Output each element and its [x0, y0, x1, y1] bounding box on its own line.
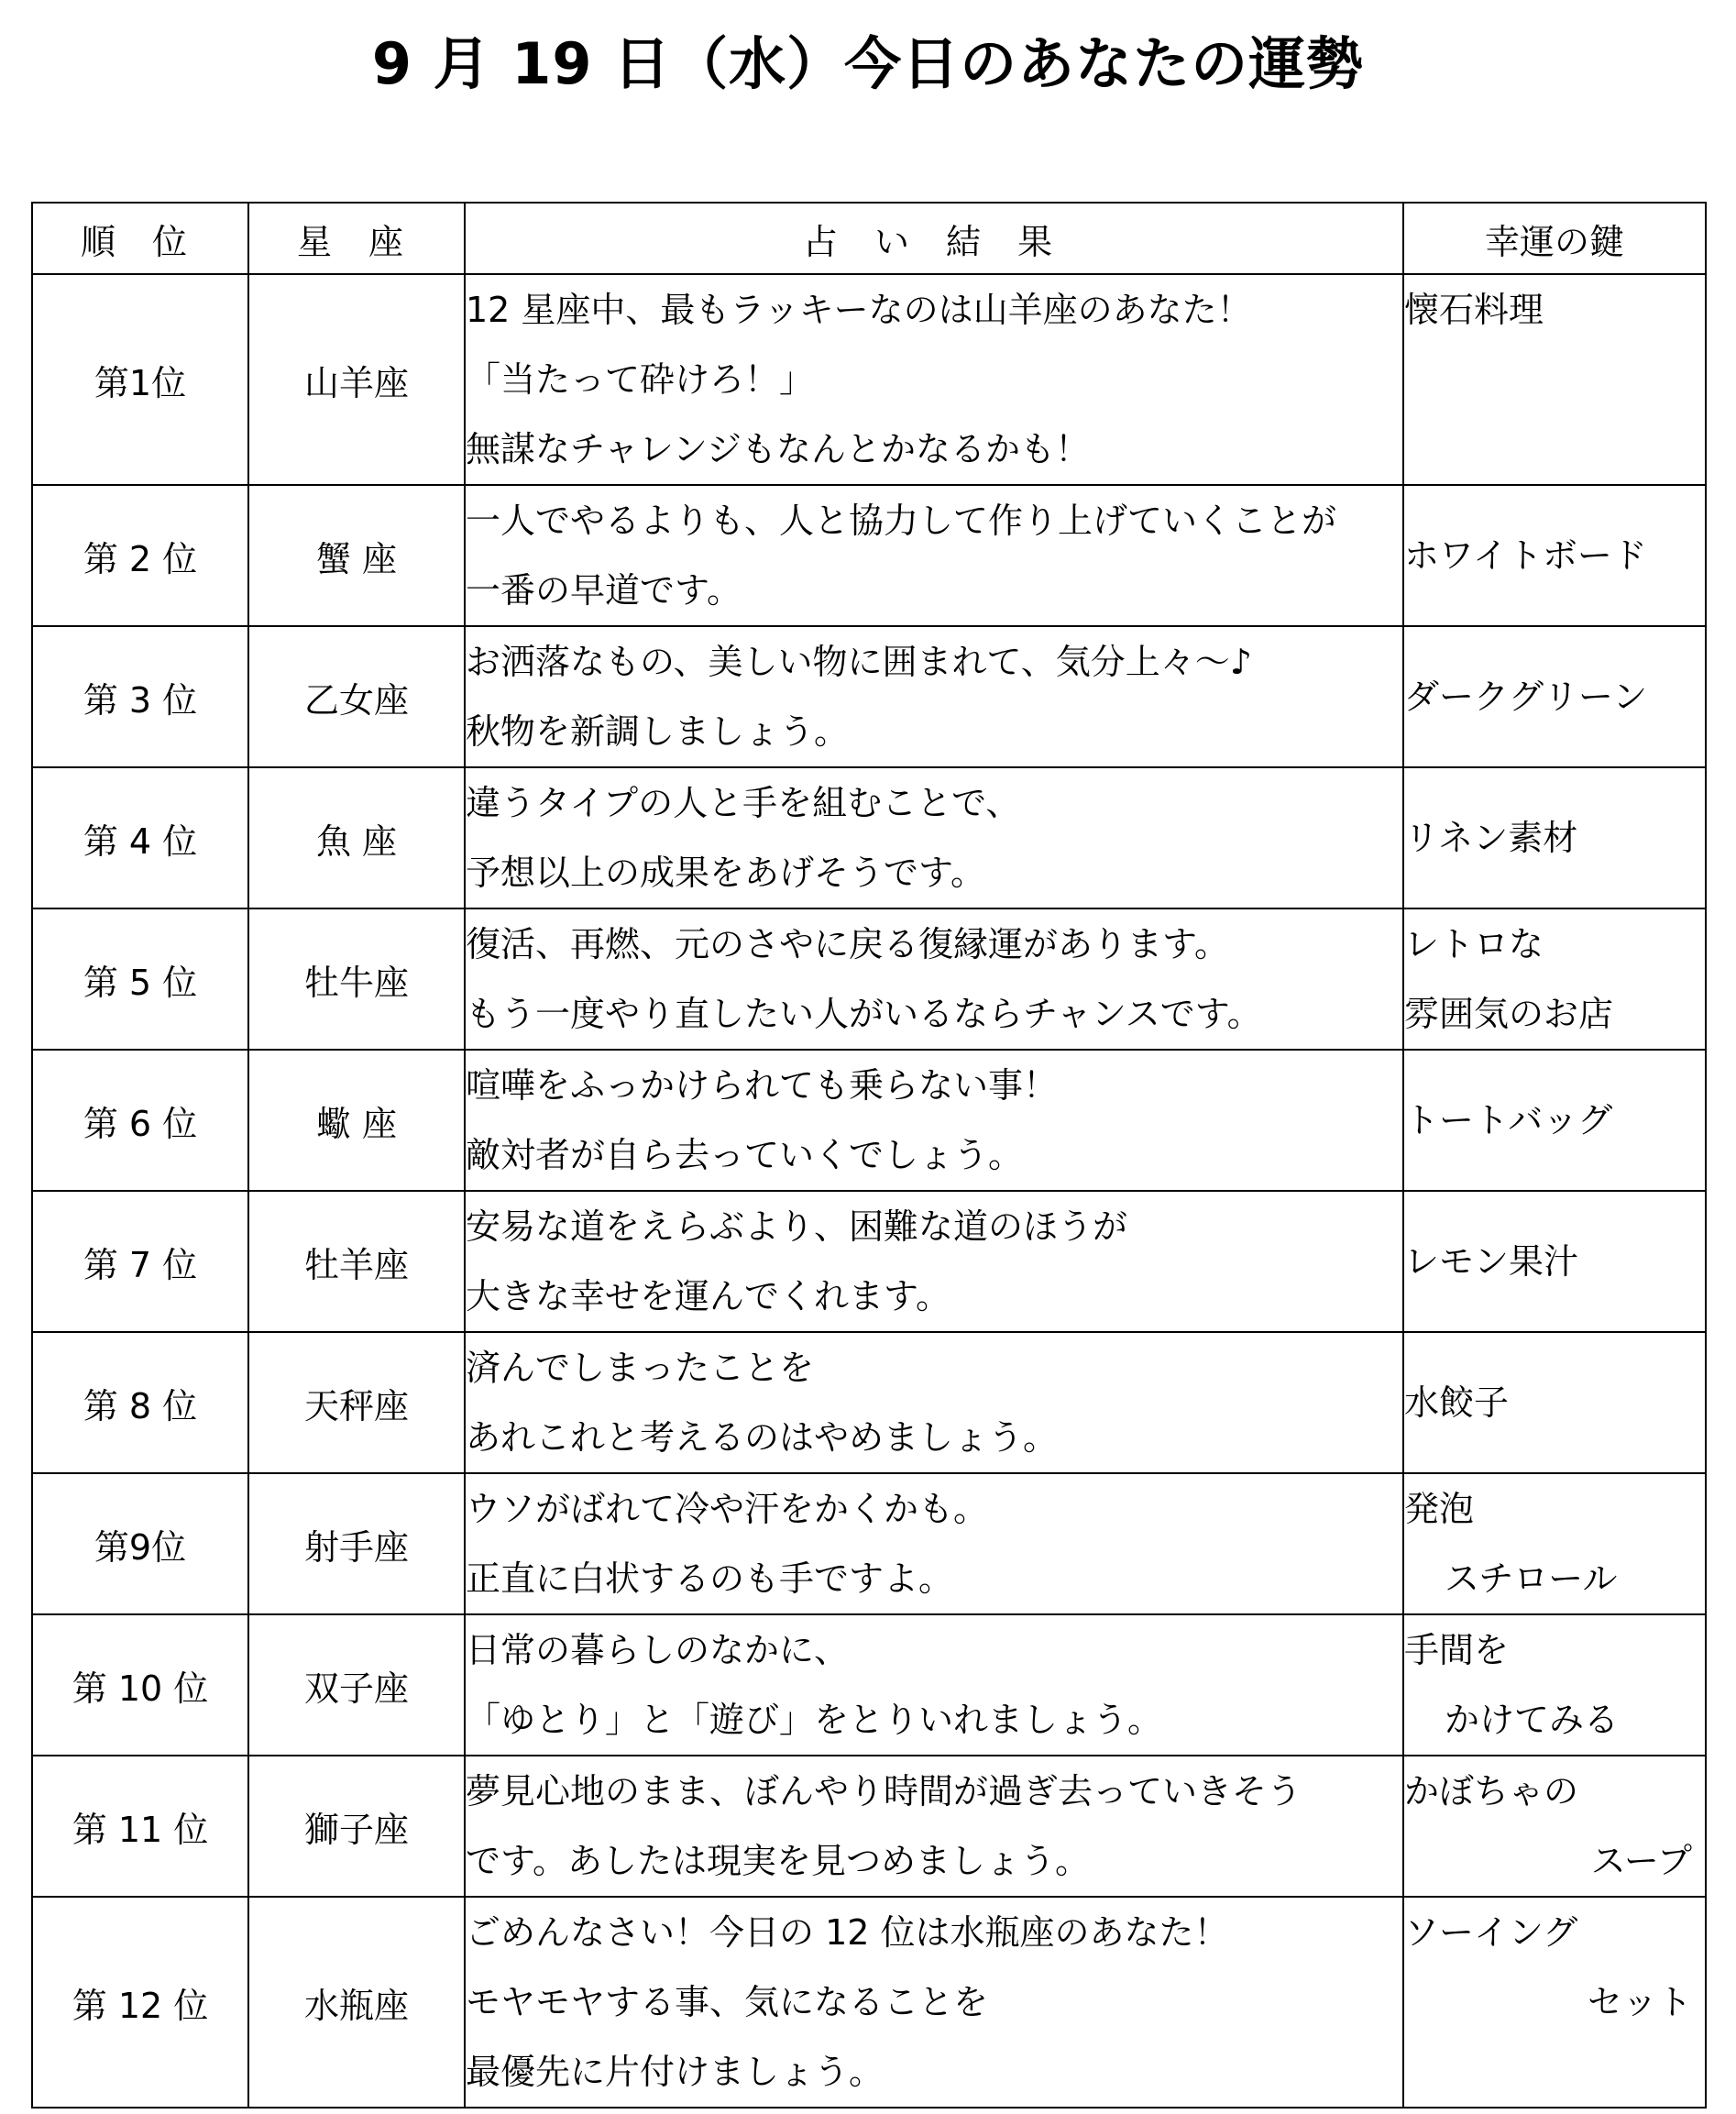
header-sign: 星 座	[248, 203, 465, 274]
lucky-key-cell	[1403, 485, 1706, 626]
lucky-key-line: 雰囲気のお店	[1404, 994, 1614, 1034]
lucky-key-cell	[1403, 626, 1706, 767]
table-row	[32, 908, 1706, 1050]
result-cell	[465, 1050, 1403, 1191]
result-line: 「当たって砕けろ！」	[466, 359, 815, 400]
header-rank: 順 位	[32, 203, 248, 274]
sign-cell: 魚 座	[248, 767, 465, 908]
table-row	[32, 1756, 1706, 1897]
result-cell	[465, 1473, 1403, 1614]
lucky-key-line: ダークグリーン	[1404, 677, 1648, 717]
lucky-key-line: スチロール	[1445, 1558, 1618, 1599]
rank-cell: 第 4 位	[32, 767, 248, 908]
sign-cell: 乙女座	[248, 626, 465, 767]
sign-cell: 獅子座	[248, 1756, 465, 1897]
result-cell	[465, 485, 1403, 626]
result-line: 秋物を新調しましょう。	[466, 711, 850, 752]
lucky-key-cell	[1403, 767, 1706, 908]
sign-cell: 天秤座	[248, 1332, 465, 1473]
sign-cell: 蟹 座	[248, 485, 465, 626]
result-line: 無謀なチャレンジもなんとかなるかも！	[466, 429, 1090, 469]
table-row	[32, 1191, 1706, 1332]
lucky-key-cell	[1403, 1332, 1706, 1473]
table-row	[32, 274, 1706, 485]
header-row	[32, 203, 1706, 274]
result-line: です。あしたは現実を見つめましょう。	[466, 1841, 1090, 1881]
rank-cell: 第 2 位	[32, 485, 248, 626]
table-row	[32, 626, 1706, 767]
lucky-key-line: 発泡	[1404, 1489, 1475, 1529]
table-row	[32, 1332, 1706, 1473]
result-line: 違うタイプの人と手を組むことで、	[466, 783, 1021, 823]
table-row	[32, 1897, 1706, 2108]
lucky-key-cell	[1403, 908, 1706, 1050]
sign-cell: 山羊座	[248, 274, 465, 485]
result-line: 喧嘩をふっかけられても乗らない事！	[466, 1065, 1059, 1106]
lucky-key-cell	[1403, 1614, 1706, 1756]
lucky-key-cell	[1403, 1050, 1706, 1191]
lucky-key-cell	[1403, 1897, 1706, 2108]
result-line: 12 星座中、最もラッキーなのは山羊座のあなた！	[466, 290, 1252, 330]
table-row	[32, 1050, 1706, 1191]
sign-cell: 双子座	[248, 1614, 465, 1756]
result-line: モヤモヤする事、気になることを	[466, 1982, 989, 2022]
result-line: お洒落なもの、美しい物に囲まれて、気分上々～♪	[466, 642, 1252, 682]
table-row	[32, 1473, 1706, 1614]
result-line: あれこれと考えるのはやめましょう。	[466, 1417, 1059, 1458]
result-line: 正直に白状するのも手ですよ。	[466, 1558, 954, 1599]
result-line: 夢見心地のまま、ぼんやり時間が過ぎ去っていきそう	[466, 1771, 1302, 1811]
sign-cell: 射手座	[248, 1473, 465, 1614]
result-line: 敵対者が自ら去っていくでしょう。	[466, 1135, 1024, 1175]
result-line: 一人でやるよりも、人と協力して作り上げていくことが	[466, 501, 1337, 541]
lucky-key-cell	[1403, 1473, 1706, 1614]
table-row	[32, 1614, 1706, 1756]
lucky-key-line: トートバッグ	[1404, 1100, 1613, 1140]
page-title: 9 月 19 日（水）今日のあなたの運勢	[371, 30, 1365, 97]
lucky-key-line: レモン果汁	[1404, 1241, 1579, 1282]
rank-cell: 第 11 位	[32, 1756, 248, 1897]
result-line: 日常の暮らしのなかに、	[466, 1630, 850, 1670]
header-key: 幸運の鍵	[1403, 203, 1706, 274]
lucky-key-line: リネン素材	[1404, 818, 1578, 858]
lucky-key-cell	[1403, 1756, 1706, 1897]
result-line: 一番の早道です。	[466, 570, 742, 611]
lucky-key-line: セット	[1587, 1982, 1692, 2022]
sign-cell: 牡羊座	[248, 1191, 465, 1332]
lucky-key-line: 懐石料理	[1404, 290, 1544, 330]
result-cell	[465, 1756, 1403, 1897]
result-line: 安易な道をえらぶより、困難な道のほうが	[466, 1206, 1128, 1247]
result-cell	[465, 274, 1403, 485]
lucky-key-line: ホワイトボード	[1404, 535, 1647, 576]
rank-cell: 第 6 位	[32, 1050, 248, 1191]
rank-cell: 第 5 位	[32, 908, 248, 1050]
lucky-key-line: ソーイング	[1404, 1912, 1578, 1953]
sign-cell: 蠍 座	[248, 1050, 465, 1191]
lucky-key-line: スープ	[1590, 1841, 1692, 1881]
rank-cell: 第1位	[32, 274, 248, 485]
result-line: ごめんなさい！今日の 12 位は水瓶座のあなた！	[466, 1912, 1229, 1953]
result-line: 最優先に片付けましょう。	[466, 2052, 884, 2092]
sign-cell: 水瓶座	[248, 1897, 465, 2108]
lucky-key-line: レトロな	[1404, 924, 1544, 964]
result-line: 済んでしまったことを	[466, 1348, 815, 1388]
header-result: 占 い 結 果	[465, 203, 1403, 274]
result-cell	[465, 1332, 1403, 1473]
result-cell	[465, 767, 1403, 908]
rank-cell: 第 3 位	[32, 626, 248, 767]
lucky-key-line: かけてみる	[1445, 1700, 1620, 1740]
lucky-key-cell	[1403, 1191, 1706, 1332]
rank-cell: 第 10 位	[32, 1614, 248, 1756]
result-cell	[465, 626, 1403, 767]
rank-cell: 第 8 位	[32, 1332, 248, 1473]
lucky-key-line: かぼちゃの	[1404, 1771, 1579, 1811]
lucky-key-line: 手間を	[1404, 1630, 1510, 1670]
result-line: 大きな幸せを運んでくれます。	[466, 1276, 950, 1316]
sign-cell: 牡牛座	[248, 908, 465, 1050]
lucky-key-line: 水餃子	[1404, 1382, 1510, 1423]
result-cell	[465, 1614, 1403, 1756]
fortune-table	[31, 202, 1707, 2108]
rank-cell: 第 7 位	[32, 1191, 248, 1332]
table-row	[32, 485, 1706, 626]
rank-cell: 第9位	[32, 1473, 248, 1614]
result-cell	[465, 1191, 1403, 1332]
result-line: 予想以上の成果をあげそうです。	[466, 853, 985, 893]
result-line: ウソがばれて冷や汗をかくかも。	[466, 1489, 989, 1529]
result-line: もう一度やり直したい人がいるならチャンスです。	[466, 994, 1262, 1034]
rank-cell: 第 12 位	[32, 1897, 248, 2108]
result-line: 復活、再燃、元のさやに戻る復縁運があります。	[466, 924, 1229, 964]
result-cell	[465, 908, 1403, 1050]
table-row	[32, 767, 1706, 908]
lucky-key-cell	[1403, 274, 1706, 485]
result-cell	[465, 1897, 1403, 2108]
result-line: 「ゆとり」と「遊び」をとりいれましょう。	[466, 1700, 1163, 1740]
